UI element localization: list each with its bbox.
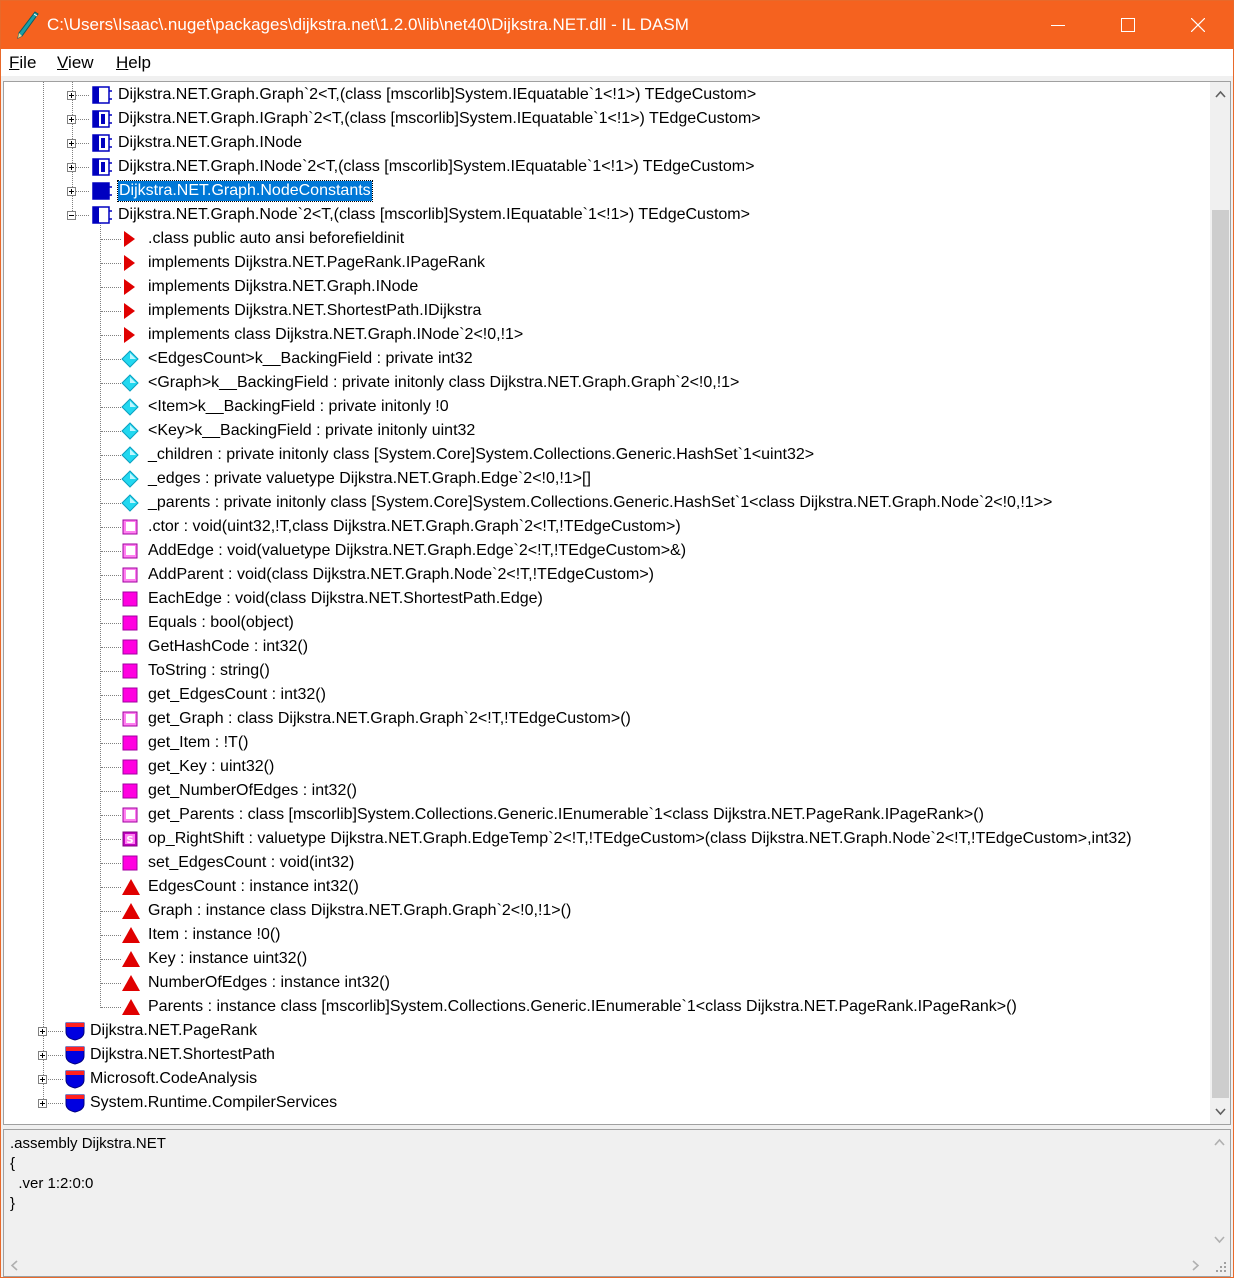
tree-node[interactable]: [4, 899, 1210, 923]
tree-node-label: Equals : bool(object): [148, 614, 294, 631]
method-icon: [121, 782, 139, 805]
info-scroll-left-icon[interactable]: [10, 1260, 18, 1271]
tree-node-label: Dijkstra.NET.Graph.NodeConstants: [119, 182, 371, 199]
tree-node-label: _edges : private valuetype Dijkstra.NET.Graph.Edge`2<!0,!1>[]: [148, 470, 591, 487]
tree-connector: [101, 959, 121, 960]
tree-node[interactable]: [4, 923, 1210, 947]
tree-node-label: Dijkstra.NET.Graph.Node`2<T,(class [mscorlib]System.IEquatable`1<!1>) TEdgeCustom>: [118, 206, 750, 223]
expand-plus-icon[interactable]: [38, 1075, 47, 1084]
tree-node[interactable]: [4, 395, 1210, 419]
tree-node-label: get_Parents : class [mscorlib]System.Collections.Generic.IEnumerable`1<class Dijkstra.NET.PageRank.IPageRank>(): [148, 806, 984, 823]
tree-connector: [101, 887, 121, 888]
field-icon: [121, 494, 139, 517]
tree-node-label: AddEdge : void(valuetype Dijkstra.NET.Graph.Edge`2<!T,!TEdgeCustom>&): [148, 542, 687, 559]
tree-node[interactable]: [4, 731, 1210, 755]
tree-node-label: EachEdge : void(class Dijkstra.NET.ShortestPath.Edge): [148, 590, 543, 607]
tree-node-label: <Item>k__BackingField : private initonly !0: [148, 398, 449, 415]
tree-node[interactable]: [4, 635, 1210, 659]
tree-connector: [101, 239, 121, 240]
tree-node[interactable]: [4, 83, 1210, 107]
tree-node-label: <Key>k__BackingField : private initonly uint32: [148, 422, 476, 439]
scroll-down-icon[interactable]: [1215, 1108, 1226, 1116]
tree-node-label: Dijkstra.NET.Graph.INode: [118, 134, 303, 151]
tree-connector: [101, 527, 121, 528]
tree-node-label: Dijkstra.NET.ShortestPath: [90, 1046, 275, 1063]
minimize-button[interactable]: [1023, 1, 1093, 49]
minimize-icon: [1051, 18, 1065, 32]
tree-connector: [101, 911, 121, 912]
tree-node-label: get_Key : uint32(): [148, 758, 275, 775]
tree-connector: [101, 743, 121, 744]
manifest-icon: [121, 254, 137, 277]
menu-view-accel: V: [57, 53, 69, 72]
manifest-icon: [121, 278, 137, 301]
tree-node[interactable]: [4, 371, 1210, 395]
tree-connector: [101, 503, 121, 504]
tree-connector: [101, 935, 121, 936]
tree-connector: [101, 863, 121, 864]
tree-node-label: _parents : private initonly class [System.Core]System.Collections.Generic.HashSet`1<class Dijkstra.NET.Graph.Node`2<!0,!1>>: [148, 494, 1053, 511]
tree-connector: [101, 983, 121, 984]
property-icon: [121, 998, 141, 1021]
tree-connector: [101, 647, 121, 648]
static-method-icon: [121, 830, 139, 853]
tree-node-label: Dijkstra.NET.Graph.INode`2<T,(class [mscorlib]System.IEquatable`1<!1>) TEdgeCustom>: [118, 158, 755, 175]
tree-node-label: Dijkstra.NET.PageRank: [90, 1022, 258, 1039]
tree-node-label: Parents : instance class [mscorlib]System.Collections.Generic.IEnumerable`1<class Dijkstra.NET.PageRank.IPageRank>(): [148, 998, 1017, 1015]
tree-connector: [101, 263, 121, 264]
tree-node[interactable]: [4, 251, 1210, 275]
field-icon: [121, 374, 139, 397]
tree-node-label: get_EdgesCount : int32(): [148, 686, 326, 703]
tree-node[interactable]: [4, 995, 1210, 1019]
tree-node-label: Item : instance !0(): [148, 926, 281, 943]
tree-node-label: EdgesCount : instance int32(): [148, 878, 359, 895]
tree-node[interactable]: [4, 779, 1210, 803]
tree-node-label: Graph : instance class Dijkstra.NET.Graph.Graph`2<!0,!1>(): [148, 902, 572, 919]
menu-file-accel: F: [9, 53, 20, 72]
tree-node-label: set_EdgesCount : void(int32): [148, 854, 355, 871]
info-scroll-down-icon[interactable]: [1214, 1236, 1225, 1244]
field-icon: [121, 446, 139, 469]
field-icon: [121, 398, 139, 421]
tree-connector: [101, 695, 121, 696]
tree-node-label: Key : instance uint32(): [148, 950, 308, 967]
tree-view[interactable]: [3, 81, 1231, 1125]
expand-plus-icon[interactable]: [67, 187, 76, 196]
menu-view[interactable]: [57, 53, 94, 73]
tree-node-label: implements Dijkstra.NET.ShortestPath.IDijkstra: [148, 302, 482, 319]
expand-plus-icon[interactable]: [38, 1027, 47, 1036]
expand-plus-icon[interactable]: [38, 1051, 47, 1060]
method-icon: [121, 854, 139, 877]
window-title: C:\Users\Isaac\.nuget\packages\dijkstra.net\1.2.0\lib\net40\Dijkstra.NET.dll - IL DASM: [47, 15, 689, 34]
tree-node[interactable]: [4, 275, 1210, 299]
tree-node-label: NumberOfEdges : instance int32(): [148, 974, 390, 991]
method-outline-icon: [121, 806, 139, 829]
tree-node-label: Dijkstra.NET.Graph.Graph`2<T,(class [mscorlib]System.IEquatable`1<!1>) TEdgeCustom>: [118, 86, 757, 103]
tree-connector: [101, 839, 121, 840]
tree-node[interactable]: [4, 107, 1210, 131]
method-icon: [121, 614, 139, 637]
tree-node[interactable]: [4, 155, 1210, 179]
tree-connector: [101, 287, 121, 288]
namespace-icon: [64, 1093, 86, 1118]
tree-connector: [101, 335, 121, 336]
tree-node[interactable]: [4, 707, 1210, 731]
resize-grip-icon[interactable]: [1212, 1258, 1228, 1274]
tree-node[interactable]: [4, 587, 1210, 611]
tree-connector: [101, 383, 121, 384]
maximize-button[interactable]: [1093, 1, 1163, 49]
tree-node-label: Microsoft.CodeAnalysis: [90, 1070, 258, 1087]
tree-node[interactable]: [4, 323, 1210, 347]
tree-connector: [101, 479, 121, 480]
menu-file[interactable]: [9, 53, 36, 73]
tree-node-label: get_Graph : class Dijkstra.NET.Graph.Graph`2<!T,!TEdgeCustom>(): [148, 710, 631, 727]
method-icon: [121, 734, 139, 757]
info-scroll-right-icon[interactable]: [1192, 1260, 1200, 1271]
method-outline-icon: [121, 518, 139, 541]
menu-file-label: ile: [19, 53, 37, 72]
method-icon: [121, 758, 139, 781]
tree-node-label: op_RightShift : valuetype Dijkstra.NET.Graph.EdgeTemp`2<!T,!TEdgeCustom>(class Dijkstra.NET.Graph.Node`2<!T,!TEdgeCustom>,int32): [148, 830, 1132, 847]
tree-node[interactable]: [4, 851, 1210, 875]
tree-node-label: ToString : string(): [148, 662, 270, 679]
assembly-info-text: .assembly Dijkstra.NET { .ver 1:2:0:0 }: [10, 1135, 166, 1212]
tree-connector: [101, 311, 121, 312]
field-icon: [121, 470, 139, 493]
svg-text:S: S: [126, 835, 134, 846]
tree-connector: [101, 815, 121, 816]
close-icon: [1191, 18, 1205, 32]
manifest-icon: [121, 230, 137, 253]
tree-connector: [101, 431, 121, 432]
tree-node-label: <EdgesCount>k__BackingField : private int32: [148, 350, 473, 367]
method-icon: [121, 686, 139, 709]
collapse-minus-icon[interactable]: [67, 211, 76, 220]
tree-node[interactable]: [4, 683, 1210, 707]
expand-plus-icon[interactable]: [67, 91, 76, 100]
property-icon: [121, 950, 141, 973]
tree-node[interactable]: [4, 1067, 1210, 1091]
method-icon: [121, 590, 139, 613]
tree-node[interactable]: [4, 131, 1210, 155]
tree-connector: [101, 551, 121, 552]
tree-node[interactable]: [4, 539, 1210, 563]
tree-node[interactable]: [4, 443, 1210, 467]
tree-node-label: GetHashCode : int32(): [148, 638, 309, 655]
tree-node[interactable]: [4, 1043, 1210, 1067]
tree-node-label: AddParent : void(class Dijkstra.NET.Graph.Node`2<!T,!TEdgeCustom>): [148, 566, 654, 583]
tree-node-label: implements Dijkstra.NET.PageRank.IPageRank: [148, 254, 486, 271]
info-scroll-up-icon[interactable]: [1214, 1138, 1225, 1146]
tree-node[interactable]: [4, 203, 1210, 227]
tree-node[interactable]: [4, 491, 1210, 515]
expand-plus-icon[interactable]: [38, 1099, 47, 1108]
tree-connector: [101, 623, 121, 624]
tree-node[interactable]: [4, 827, 1210, 851]
tree-connector: [101, 359, 121, 360]
tree-node[interactable]: [4, 419, 1210, 443]
tree-connector: [101, 575, 121, 576]
tree-connector: [101, 791, 121, 792]
tree-connector: [101, 599, 121, 600]
tree-node-label: implements class Dijkstra.NET.Graph.INode`2<!0,!1>: [148, 326, 524, 343]
property-icon: [121, 902, 141, 925]
tree-node[interactable]: [4, 563, 1210, 587]
property-icon: [121, 878, 141, 901]
method-outline-icon: [121, 542, 139, 565]
menu-view-label: iew: [68, 53, 94, 72]
tree-connector: [101, 1007, 121, 1008]
tree-node-label: .class public auto ansi beforefieldinit: [148, 230, 405, 247]
field-icon: [121, 422, 139, 445]
tree-connector: [101, 407, 121, 408]
tree-node-label: .ctor : void(uint32,!T,class Dijkstra.NET.Graph.Graph`2<!T,!TEdgeCustom>): [148, 518, 681, 535]
manifest-icon: [121, 326, 137, 349]
tree-connector: [101, 455, 121, 456]
manifest-icon: [121, 302, 137, 325]
tree-connector: [101, 767, 121, 768]
expand-plus-icon[interactable]: [67, 139, 76, 148]
tree-node-label: System.Runtime.CompilerServices: [90, 1094, 338, 1111]
tree-connector: [101, 671, 121, 672]
field-icon: [121, 350, 139, 373]
tree-node-label: get_NumberOfEdges : int32(): [148, 782, 357, 799]
info-horizontal-scrollbar[interactable]: [4, 1254, 1208, 1276]
tree-vertical-scrollbar[interactable]: [1210, 82, 1231, 1124]
tree-node-label: Dijkstra.NET.Graph.IGraph`2<T,(class [mscorlib]System.IEquatable`1<!1>) TEdgeCustom>: [118, 110, 761, 127]
menu-help-accel: H: [116, 53, 129, 72]
tree-node-label: implements Dijkstra.NET.Graph.INode: [148, 278, 419, 295]
method-icon: [121, 638, 139, 661]
tree-connector: [101, 719, 121, 720]
method-icon: [121, 662, 139, 685]
menu-help[interactable]: [116, 53, 151, 73]
method-outline-icon: [121, 566, 139, 589]
close-button[interactable]: [1163, 1, 1233, 49]
tree-scrollbar-thumb[interactable]: [1212, 210, 1229, 1098]
expand-plus-icon[interactable]: [67, 163, 76, 172]
tree-node[interactable]: [4, 947, 1210, 971]
ildasm-app-icon: [15, 11, 39, 39]
tree-node-label: get_Item : !T(): [148, 734, 249, 751]
info-vertical-scrollbar[interactable]: [1208, 1130, 1230, 1254]
tree-node-label: <Graph>k__BackingField : private initonly class Dijkstra.NET.Graph.Graph`2<!0,!1>: [148, 374, 740, 391]
tree-node[interactable]: [4, 611, 1210, 635]
maximize-icon: [1121, 18, 1135, 32]
tree-content: [4, 82, 1210, 1124]
tree-node[interactable]: [4, 1019, 1210, 1043]
menu-help-label: elp: [128, 53, 151, 72]
tree-node[interactable]: [4, 1091, 1210, 1115]
tree-node[interactable]: [4, 467, 1210, 491]
tree-node[interactable]: [4, 803, 1210, 827]
tree-node[interactable]: [4, 971, 1210, 995]
scroll-up-icon[interactable]: [1215, 90, 1226, 98]
tree-node[interactable]: [4, 347, 1210, 371]
property-icon: [121, 974, 141, 997]
tree-node-label: _children : private initonly class [System.Core]System.Collections.Generic.HashSet`1<uint32>: [148, 446, 815, 463]
tree-node[interactable]: [4, 659, 1210, 683]
title-bar[interactable]: [1, 1, 1233, 49]
expand-plus-icon[interactable]: [67, 115, 76, 124]
tree-node[interactable]: [4, 179, 1210, 203]
tree-node[interactable]: [4, 299, 1210, 323]
tree-node[interactable]: [4, 515, 1210, 539]
property-icon: [121, 926, 141, 949]
disassembly-pane[interactable]: [3, 1129, 1231, 1277]
method-outline-icon: [121, 710, 139, 733]
tree-node[interactable]: [4, 227, 1210, 251]
tree-node[interactable]: [4, 875, 1210, 899]
menu-bar: [1, 49, 1233, 77]
tree-node[interactable]: [4, 755, 1210, 779]
